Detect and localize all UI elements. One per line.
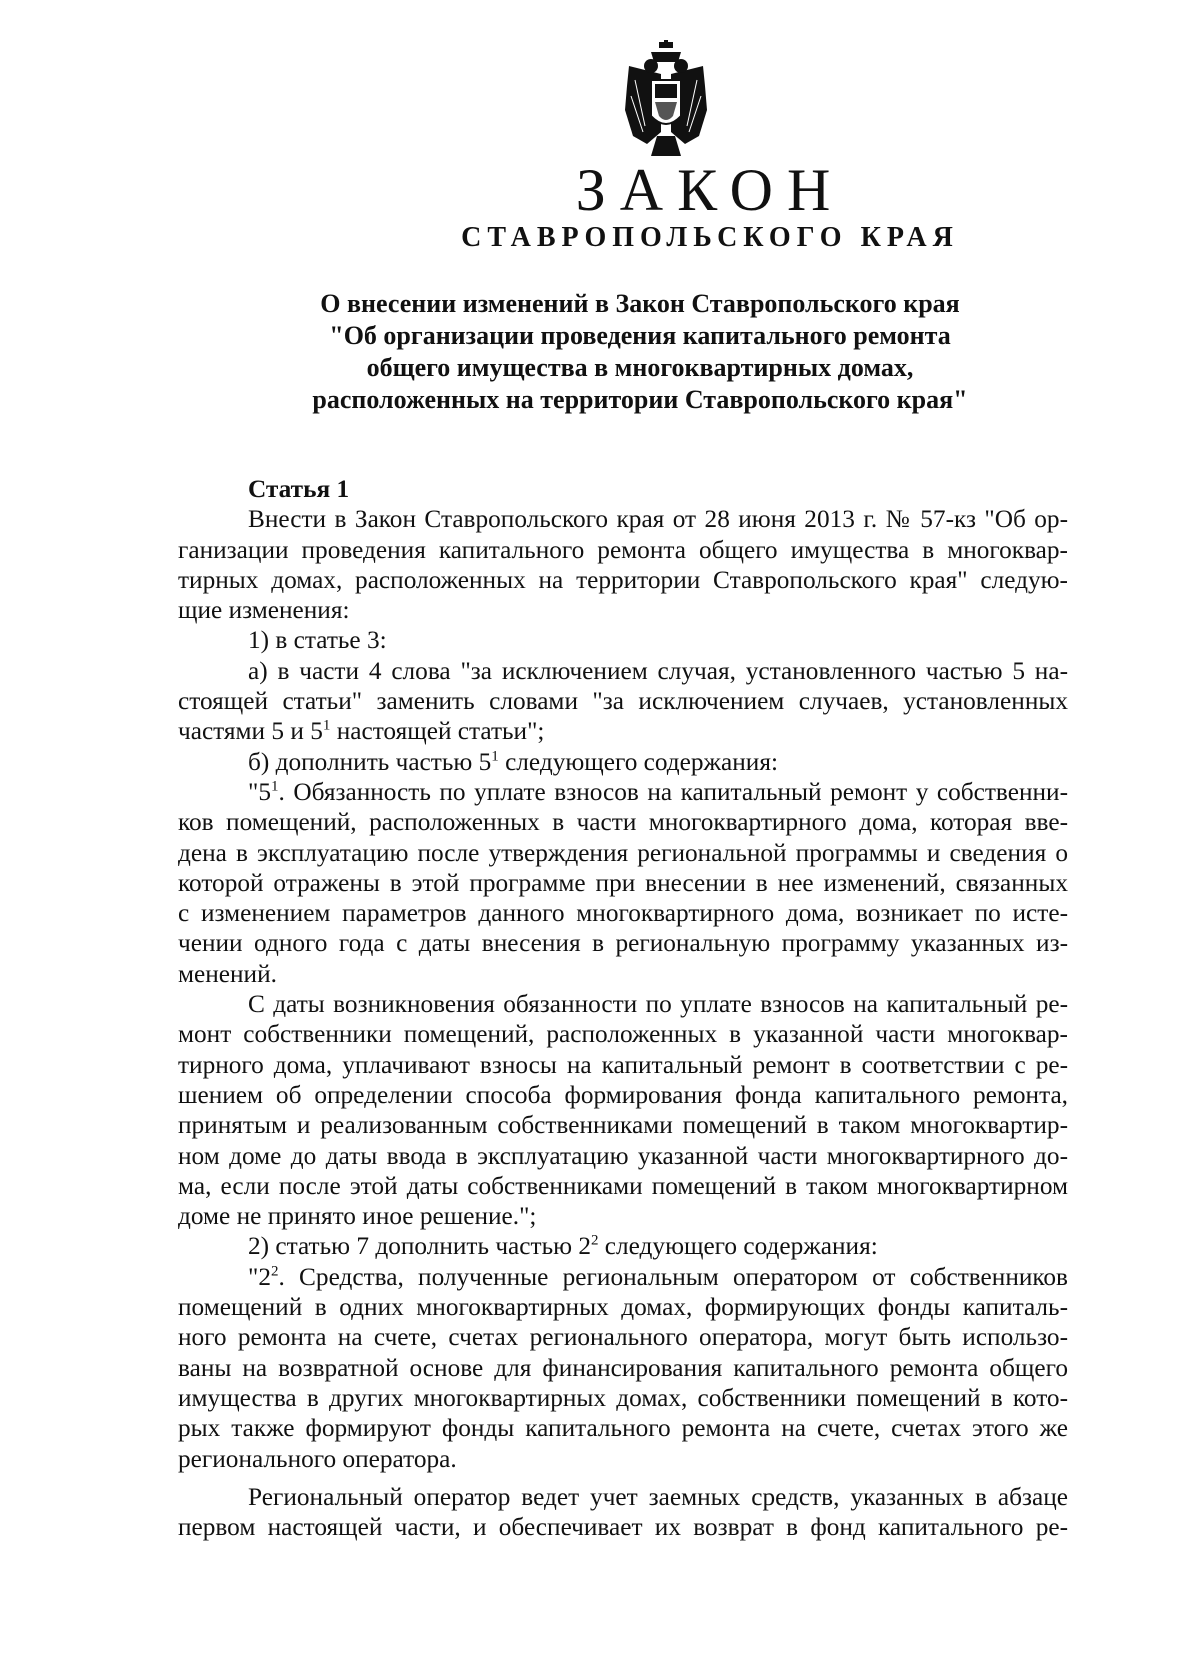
body-line: дена в эксплуатацию после утверждения региональной программы и сведения о [178,838,1068,867]
body-line: 2) статью 7 дополнить частью $2^2$ следующего содержания: [248,1232,878,1261]
body-line: регионального оператора. [178,1444,457,1473]
body-line: Региональный оператор ведет учет заемных средств, указанных в абзаце [248,1482,1068,1511]
body-line: С даты возникновения обязанности по уплате взносов на капитальный ре- [248,990,1068,1019]
body-line: монт собственники помещений, расположенных в указанной части многоквар- [178,1020,1068,1049]
body-line: которой отражены в этой программе при внесении в нее изменений, связанных [178,868,1068,897]
article-title: Статья 1 [248,475,350,503]
body-line: первом настоящей части, и обеспечивает их возврат в фонд капитального ре- [178,1513,1068,1542]
law-heading-line: общего имущества в многоквартирных домах, [366,353,914,382]
body-line: частями 5 и $5^1$ настоящей статьи"; [178,717,545,746]
body-line: 1) в статье 3: [248,626,387,655]
body-line: ного ремонта на счете, счетах регионального оператора, могут быть использо- [178,1323,1068,1352]
body-line: "$5^1$. Обязанность по уплате взносов на капитальный ремонт у собственни- [248,777,1068,806]
law-heading [270,288,1010,416]
body-line: принятым и реализованным собственниками помещений в таком многоквартир- [178,1111,1068,1140]
body-line: б) дополнить частью $5^1$ следующего содержания: [248,747,779,776]
body-line: тирных домах, расположенных на территории Ставропольского края" следую- [178,565,1068,594]
law-heading-line: О внесении изменений в Закон Ставропольского края [320,289,960,318]
body-line: ганизации проведения капитального ремонта общего имущества в многоквар- [178,535,1068,564]
body-line: "$2^2$. Средства, полученные региональным оператором от собственников [248,1262,1068,1291]
body-line: Внести в Закон Ставропольского края от 28 июня 2013 г. № 57-кз "Об ор- [248,505,1068,534]
body-line: ма, если после этой даты собственниками помещений в таком многоквартирном [178,1171,1068,1200]
body-line: а) в части 4 слова "за исключением случая, установленного частью 5 на- [248,656,1068,685]
body-line: шением об определении способа формирования фонда капитального ремонта, [178,1080,1068,1109]
body-line: стоящей статьи" заменить словами "за исключением случаев, установленных [178,687,1068,716]
coat-of-arms-emblem-icon [621,40,711,158]
body-line: ваны на возвратной основе для финансирования капитального ремонта общего [178,1353,1068,1382]
body-line: помещений в одних многоквартирных домах, формирующих фонды капиталь- [178,1293,1068,1322]
body-line: менений. [178,959,277,988]
law-heading-line: "Об организации проведения капитального ремонта [329,321,951,350]
body-line: ном доме до даты ввода в эксплуатацию указанной части многоквартирного до- [178,1141,1068,1170]
law-heading-line: расположенных на территории Ставропольского края" [312,385,968,414]
document-subtitle: СТАВРОПОЛЬСКОГО КРАЯ [461,222,959,253]
document-body [178,474,1068,1542]
document-title: ЗАКОН [575,157,845,223]
body-line: тирного дома, уплачивают взносы на капитальный ремонт в соответствии с ре- [178,1050,1068,1079]
body-line: чении одного года с даты внесения в региональную программу указанных из- [178,929,1068,958]
body-line: щие изменения: [178,596,350,625]
body-line: имущества в других многоквартирных домах, собственники помещений в кото- [178,1383,1068,1412]
body-line: с изменением параметров данного многоквартирного дома, возникает по исте- [178,899,1068,928]
body-line: рых также формируют фонды капитального ремонта на счете, счетах этого же [178,1414,1068,1443]
body-line: ков помещений, расположенных в части многоквартирного дома, которая вве- [178,808,1068,837]
body-line: доме не принято иное решение."; [178,1202,537,1231]
